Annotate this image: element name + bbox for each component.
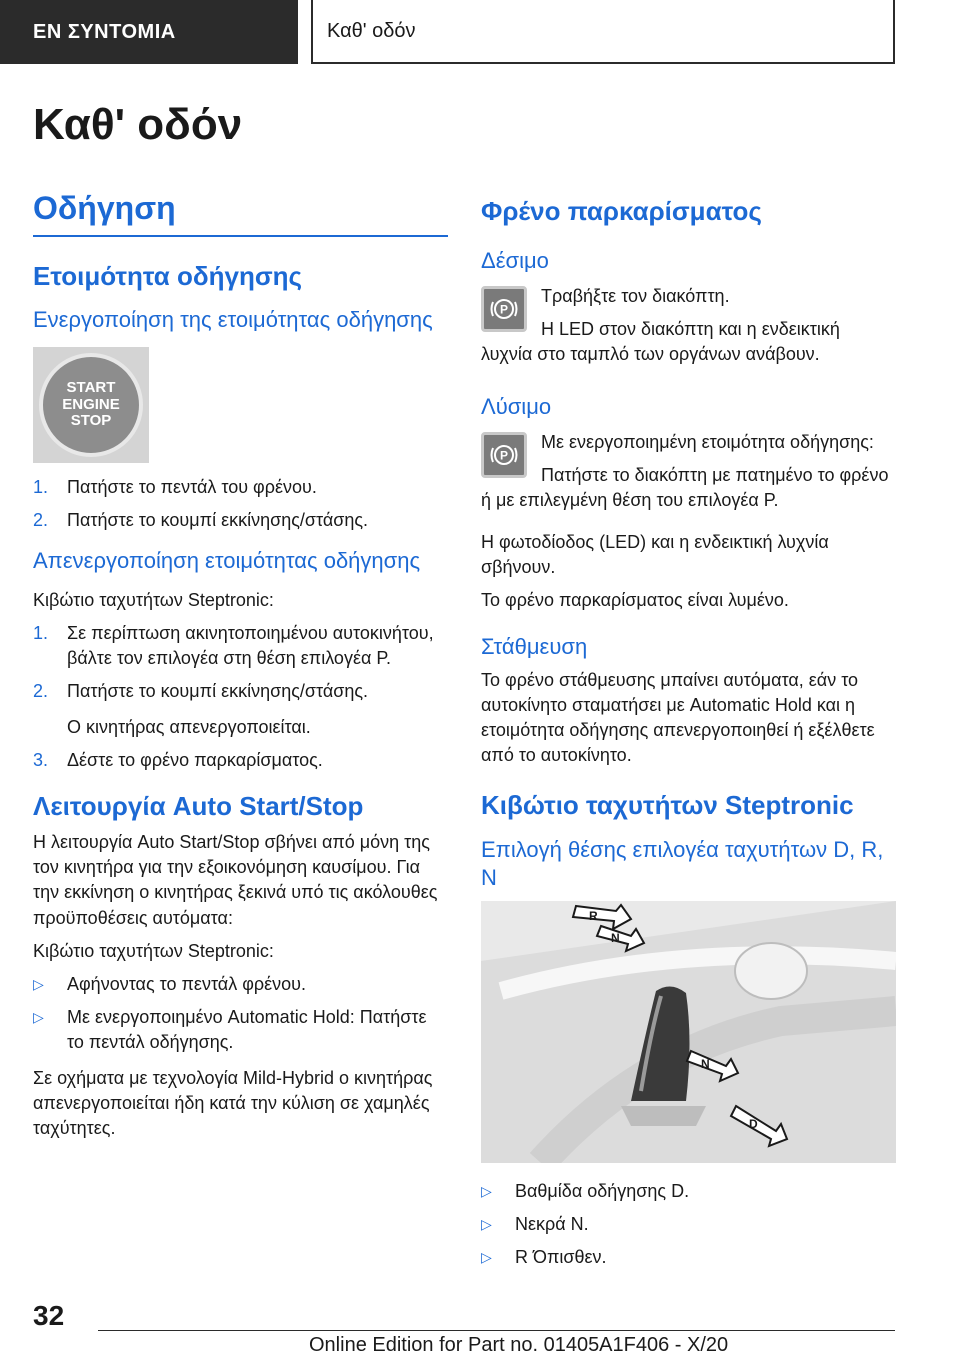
triangle-bullet-icon: ▷ bbox=[33, 1009, 44, 1026]
page-number: 32 bbox=[33, 1300, 65, 1331]
list-item bbox=[481, 1212, 896, 1237]
steptronic-label: Κιβώτιο ταχυτήτων Steptronic: bbox=[33, 589, 274, 610]
deactivate-steps bbox=[33, 621, 448, 705]
list-item bbox=[33, 972, 448, 997]
heading-parking-brake: Φρένο παρκαρίσματος bbox=[481, 196, 762, 226]
release-text-1: Με ενεργοποιημένη ετοιμότητα οδήγησης: bbox=[541, 431, 874, 452]
heading-auto-start-stop: Λειτουργία Auto Start/Stop bbox=[33, 790, 364, 821]
gear-label-d: D bbox=[749, 1116, 758, 1131]
list-item bbox=[33, 1005, 448, 1055]
triangle-bullet-icon: ▷ bbox=[33, 976, 44, 992]
heading-apply: Δέσιμο bbox=[481, 248, 549, 274]
triangle-bullet-icon: ▷ bbox=[481, 1182, 492, 1199]
step-number: 3. bbox=[33, 749, 49, 770]
list-item bbox=[33, 748, 448, 773]
heading-deactivate-drive-ready: Απενεργοποίηση ετοιμότητας οδήγησης bbox=[33, 548, 421, 574]
mild-hybrid-paragraph: Σε οχήματα με τεχνολογία Mild-Hybrid ο κινητήρας απενεργοποιείται ήδη κατά την κύλιση σε χαμηλές ταχύτητες. bbox=[33, 1067, 433, 1138]
bullet-text: R Όπισθεν. bbox=[515, 1247, 607, 1268]
gear-selector-image bbox=[481, 901, 896, 1163]
start-stop-button-ring bbox=[39, 353, 143, 457]
heading-drive-ready: Ετοιμότητα οδήγησης bbox=[33, 261, 303, 291]
heading-select-gear: Επιλογή θέσης επιλογέα ταχυτήτων D, R, N bbox=[481, 836, 884, 891]
heading-activate-drive-ready: Ενεργοποίηση της ετοιμότητας οδήγησης bbox=[33, 307, 433, 333]
list-item bbox=[33, 475, 448, 500]
footer-edition: Online Edition for Part no. 01405A1F406 - X/20 bbox=[309, 1334, 729, 1356]
apply-block bbox=[481, 284, 896, 376]
bullet-text: Με ενεργοποιημένο Automatic Hold: Πατήστε το πεντάλ οδήγησης. bbox=[67, 1007, 427, 1053]
left-column bbox=[33, 190, 448, 1149]
parking-brake-icon bbox=[481, 286, 527, 332]
autostart-paragraph: Η λειτουργία Auto Start/Stop σβήνει από μόνη της τον κινητήρα για την εξοικονόμηση καυσίμου. Για την εκκίνηση ο κινητήρας ξεκινά υπό τις ακόλουθες προϋποθέσεις αυτόματα: bbox=[33, 832, 438, 928]
gear-label-n-lower: N bbox=[701, 1056, 710, 1071]
heading-release: Λύσιμο bbox=[481, 394, 552, 420]
deactivate-steps-cont bbox=[33, 748, 448, 773]
svg-text:P: P bbox=[499, 302, 509, 317]
gear-label-r: R bbox=[589, 908, 598, 923]
triangle-bullet-icon: ▷ bbox=[481, 1215, 492, 1232]
activate-steps bbox=[33, 475, 448, 533]
release-text-2: Πατήστε το διακόπτη με πατημένο το φρένο ή με επιλεγμένη θέση του επιλογέα P. bbox=[481, 465, 889, 511]
list-item bbox=[481, 1245, 896, 1270]
gear-label-n-upper: N bbox=[611, 930, 620, 945]
heading-steptronic: Κιβώτιο ταχυτήτων Steptronic bbox=[481, 790, 854, 821]
autostart-steptronic: Κιβώτιο ταχυτήτων Steptronic: bbox=[33, 940, 274, 961]
section-heading-driving: Οδήγηση bbox=[33, 190, 176, 226]
heading-hold: Στάθμευση bbox=[481, 634, 588, 660]
step-number: 1. bbox=[33, 622, 49, 643]
release-block bbox=[481, 430, 896, 522]
step-text: Δέστε το φρένο παρκαρίσματος. bbox=[67, 749, 323, 770]
step-number: 1. bbox=[33, 476, 49, 497]
parking-brake-icon bbox=[481, 432, 527, 478]
step-text: Πατήστε το κουμπί εκκίνησης/στάσης. bbox=[67, 509, 369, 530]
release-text-4: Το φρένο παρκαρίσματος είναι λυμένο. bbox=[481, 589, 789, 610]
autostart-bullets bbox=[33, 972, 448, 1056]
section-tab: EN ΣΥΝΤΟΜΙΑ bbox=[0, 0, 298, 64]
start-stop-button-label: START ENGINE STOP bbox=[62, 379, 120, 430]
step-subtext: Ο κινητήρας απενεργοποιείται. bbox=[67, 716, 311, 737]
page-title: Καθ' οδόν bbox=[33, 100, 243, 149]
section-heading-wrapper bbox=[33, 190, 448, 237]
svg-text:P: P bbox=[499, 448, 509, 463]
apply-text-1: Τραβήξτε τον διακόπτη. bbox=[541, 285, 730, 306]
step-text: Πατήστε το κουμπί εκκίνησης/στάσης. bbox=[67, 681, 369, 702]
step-number: 2. bbox=[33, 681, 49, 702]
footer-divider bbox=[98, 1330, 895, 1331]
step-number: 2. bbox=[33, 509, 49, 530]
start-stop-button-image bbox=[33, 347, 149, 463]
list-item bbox=[481, 1179, 896, 1204]
triangle-bullet-icon: ▷ bbox=[481, 1249, 492, 1266]
step-text: Σε περίπτωση ακινητοποιημένου αυτοκινήτου, βάλτε τον επιλογέα στη θέση επιλογέα P. bbox=[67, 622, 434, 669]
list-item bbox=[33, 679, 448, 704]
right-column bbox=[481, 196, 896, 1280]
list-item bbox=[33, 621, 448, 671]
release-text-3: Η φωτοδίοδος (LED) και η ενδεικτική λυχνία σβήνουν. bbox=[481, 531, 829, 577]
list-item bbox=[33, 508, 448, 533]
gear-bullets bbox=[481, 1179, 896, 1271]
apply-text-2: Η LED στον διακόπτη και η ενδεικτική λυχνία στο ταμπλό των οργάνων ανάβουν. bbox=[481, 318, 840, 365]
bullet-text: Αφήνοντας το πεντάλ φρένου. bbox=[67, 974, 307, 994]
chapter-tab: Καθ' οδόν bbox=[311, 0, 895, 64]
bullet-text: Νεκρά N. bbox=[515, 1213, 589, 1234]
bullet-text: Βαθμίδα οδήγησης D. bbox=[515, 1180, 690, 1201]
hold-text: Το φρένο στάθμευσης μπαίνει αυτόματα, εάν το αυτοκίνητο σταματήσει με Automatic Hold και η ετοιμότητα οδήγησης απενεργοποιηθεί ή εξέλθετε από το αυτοκίνητο. bbox=[481, 669, 875, 766]
step-text: Πατήστε το πεντάλ του φρένου. bbox=[67, 476, 317, 497]
